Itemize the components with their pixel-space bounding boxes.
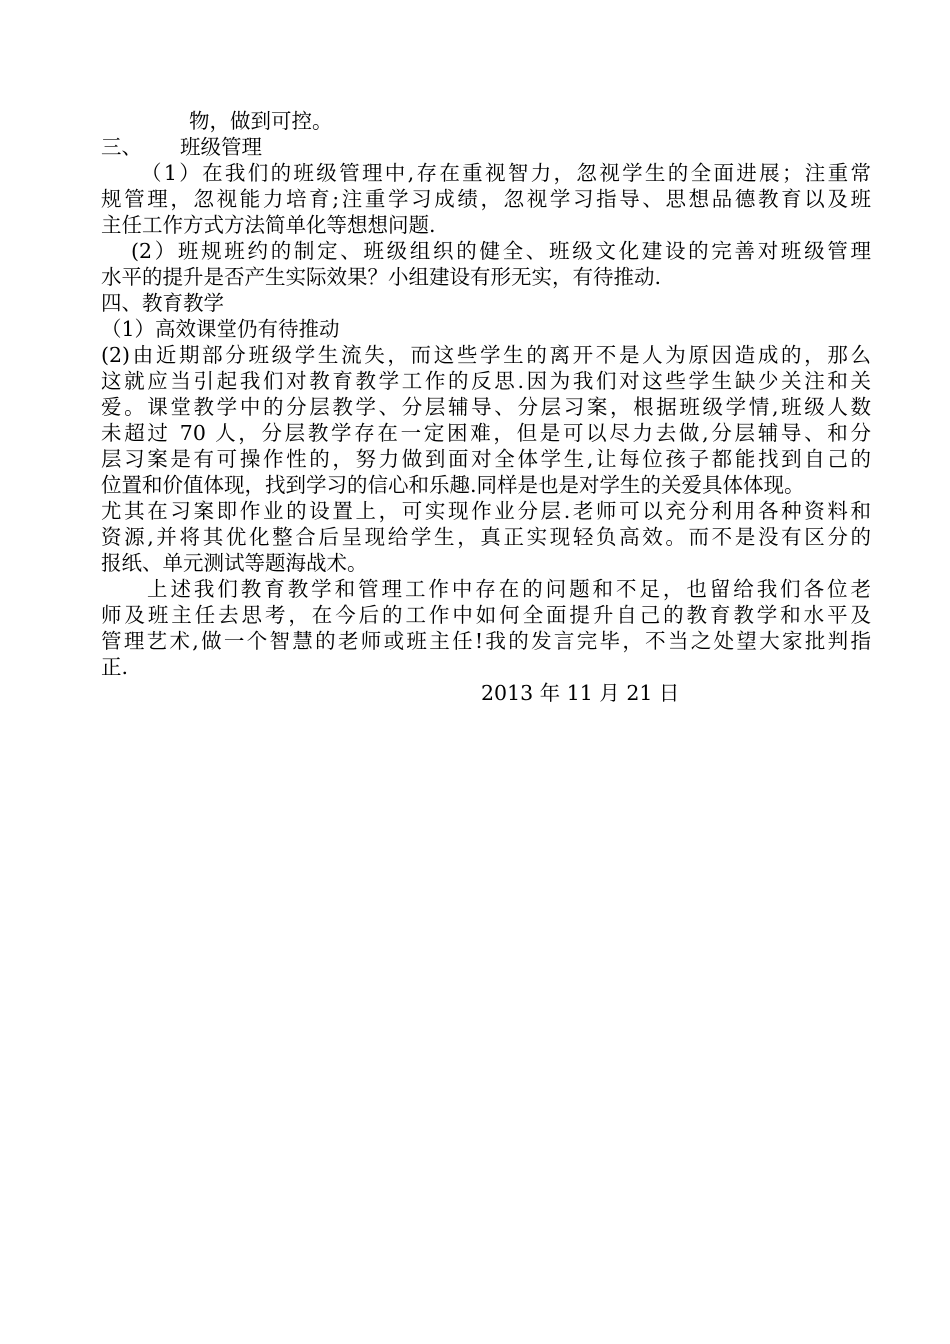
text-line: （1）高效课堂仍有待推动: [101, 317, 340, 341]
text-line: 上述我们教育教学和管理工作中存在的问题和不足，也留给我们各位老: [147, 577, 871, 601]
section-title: 班级管理: [180, 135, 262, 159]
text-line: 资源,并将其优化整合后呈现给学生，真正实现轻负高效。而不是没有区分的: [101, 525, 871, 549]
text-line: 师及班主任去思考，在今后的工作中如何全面提升自己的教育教学和水平及: [101, 603, 871, 627]
text-line: 管理艺术,做一个智慧的老师或班主任!我的发言完毕，不当之处望大家批判指: [101, 629, 871, 653]
text-line: 未超过 70 人，分层教学存在一定困难，但是可以尽力去做,分层辅导、和分: [101, 421, 871, 445]
text-line: 位置和价值体现，找到学习的信心和乐趣.同样是也是对学生的关爱具体体现。: [101, 473, 805, 497]
text-line: 规管理，忽视能力培育;注重学习成绩，忽视学习指导、思想品德教育以及班: [101, 187, 871, 211]
text-line: 层习案是有可操作性的，努力做到面对全体学生,让每位孩子都能找到自己的: [101, 447, 871, 471]
text-line: 尤其在习案即作业的设置上，可实现作业分层.老师可以充分利用各种资料和: [101, 499, 871, 523]
text-line: 这就应当引起我们对教育教学工作的反思.因为我们对这些学生缺少关注和关: [101, 369, 871, 393]
section-heading-teaching: 四、教育教学: [101, 291, 224, 315]
text-line: 水平的提升是否产生实际效果？小组建设有形无实，有待推动.: [101, 265, 662, 289]
document-body: [101, 108, 871, 706]
text-line: 爱。课堂教学中的分层教学、分层辅导、分层习案，根据班级学情,班级人数: [101, 395, 871, 419]
text-line: 主任工作方式方法简单化等想想问题.: [101, 213, 436, 237]
section-heading-class-management: [101, 134, 871, 160]
text-line: 正.: [101, 655, 129, 679]
text-line: 报纸、单元测试等题海战术。: [101, 551, 368, 575]
text-line: 物，做到可控。: [189, 109, 333, 133]
text-line: (2)由近期部分班级学生流失，而这些学生的离开不是人为原因造成的，那么: [101, 343, 871, 367]
document-date: 2013 年 11 月 21 日: [481, 681, 680, 705]
section-number: 三、: [101, 135, 142, 159]
text-line: （1）在我们的班级管理中,存在重视智力，忽视学生的全面进展；注重常: [141, 161, 871, 185]
text-line: (2）班规班约的制定、班级组织的健全、班级文化建设的完善对班级管理: [131, 239, 871, 263]
